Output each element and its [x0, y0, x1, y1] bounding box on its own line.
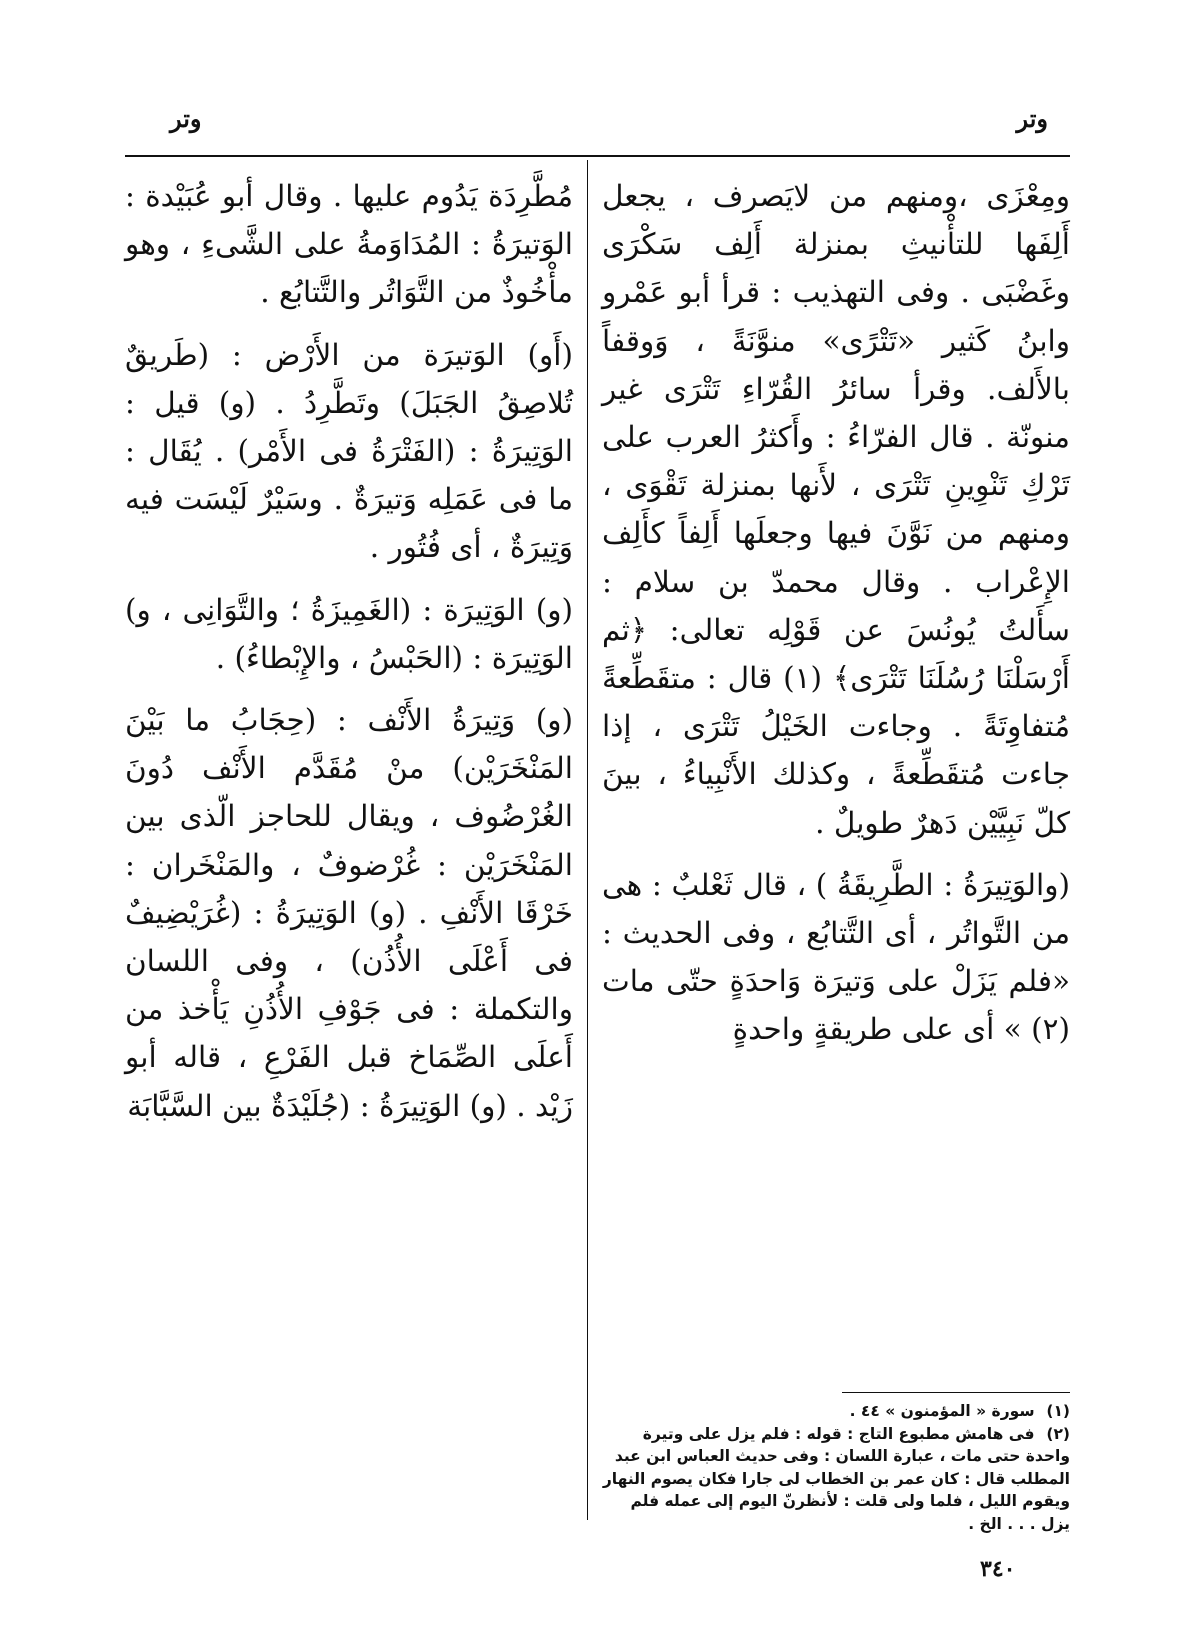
right-column: [602, 172, 1070, 1422]
left-paragraph-1: مُطَّرِدَة يَدُوم عليها . وقال أبو عُبَيْدة : الوَتيرَةُ : المُدَاوَمةُ على الشَّىءِ ، وهو مأْخُوذٌ من التَّوَاتُر والتَّتابُع .: [125, 179, 573, 310]
footnote-number: (٢): [1046, 1424, 1070, 1443]
footnote-number: (١): [1046, 1402, 1070, 1420]
page-number: ٣٤٠: [980, 1556, 1016, 1582]
left-column: [125, 172, 573, 1542]
header-rule: [125, 155, 1070, 157]
left-paragraph-2: (أَو) الوَتيرَة من الأَرْض : (طَريقٌ تُلاصِقُ الجَبَلَ) وتَطَّرِدُ . (و) قيل : الوَتِيرَةُ : (الفَتْرَةُ فى الأَمْر) . يُقَال : ما فى عَمَلِه وَتيرَةٌ . وسَيْرٌ لَيْسَت فيه وَتِيرَةٌ ، أى فُتُور .: [125, 337, 573, 565]
left-paragraph-4: (و) وَتِيرَةُ الأَنْف : (حِجَابُ ما بَيْنَ المَنْخَرَيْن) منْ مُقَدَّم الأَنْف دُونَ الغُرْضُوف ، ويقال للحاجز الّذى بين المَنْخَرَيْن : غُرْضوفٌ ، والمَنْخَران : خَرْقَا الأَنْفِ . (و) الوَتِيرَةُ : (غُرَيْضِيفٌ فى أَعْلَى الأُذُن) ، وفى اللسان والتكملة : فى جَوْفِ الأُذُنِ يَأْخذ من أَعلَى الصِّمَاخ قبل الفَرْعِ ، قاله أبو زَيْد . (و) الوَتِيرَةُ : (جُلَيْدَةٌ بين السَّبَّابَة: [125, 703, 573, 1123]
column-divider: [587, 160, 588, 1520]
footnote-rule: [842, 1392, 1070, 1393]
right-paragraph-1: ومِعْزَى ،ومنهم من لايَصرف ، يجعل أَلِفَها للتأْنيثِ بمنزلة أَلِف سَكْرَى وغَضْبَى . وفى التهذيب : قرأ أبو عَمْرو وابنُ كَثير «تَتْرًى» منوَّنَةً ، وَوقفاً بالأَلف. وقرأ سائرُ القُرّاءِ تَتْرَى غير منونّة . قال الفرّاءُ : وأَكثرُ العرب على تَرْكِ تَنْوِينِ تَتْرَى ، لأَنها بمنزلة تَقْوَى ، ومنهم من نَوَّنَ فيها وجعلَها أَلِفاً كأَلِف الإِعْراب . وقال محمدّ بن سلام : سأَلتُ يُونُسَ عن قَوْلِه تعالى: ﴿ثم أَرْسَلْنَا رُسُلَنَا تَتْرَى﴾ (١) قال : متقَطِّعةً مُتفاوِتَةً . وجاءت الخَيْلُ تَتْرَى ، إذا جاءت مُتقَطِّعةً ، وكذلك الأَنْبِياءُ ، بينَ كلّ نَبِيَّيْن دَهرٌ طويلٌ .: [602, 179, 1070, 840]
left-paragraph-3: (و) الوَتِيرَة : (الغَمِيزَةُ ؛ والتَّوَانِى ، و) الوَتِيرَة : (الحَبْسُ ، والإِبْطاءُ) .: [125, 592, 573, 675]
right-paragraph-2: (والوَتِيرَةُ : الطَّرِيقَةُ ) ، قال ثَعْلبٌ : هى من التَّواتُر ، أى التَّتابُع ، وفى الحديث : «فلم يَزَلْ على وَتيرَة وَاحدَةٍ حتّى مات (٢) » أى على طريقةٍ واحدةٍ: [602, 867, 1070, 1047]
footnote-item: [602, 1423, 1070, 1536]
footnotes: [602, 1400, 1070, 1535]
running-head-right: وتر: [1016, 104, 1048, 133]
footnote-text: سورة « المؤمنون » ٤٤ .: [849, 1402, 1035, 1420]
footnote-item: [602, 1400, 1070, 1423]
running-head-left: وتر: [170, 104, 202, 133]
footnote-text: فى هامش مطبوع التاج : قوله : فلم يزل على وتيرة واحدة حتى مات ، عبارة اللسان : وفى حديث العباس ابن عبد المطلب قال : كان عمر بن الخطاب لى جارا فكان يصوم النهار ويقوم الليل ، فلما ولى قلت : لأنظرنّ اليوم إلى عمله فلم يزل . . . الخ .: [602, 1424, 1070, 1533]
